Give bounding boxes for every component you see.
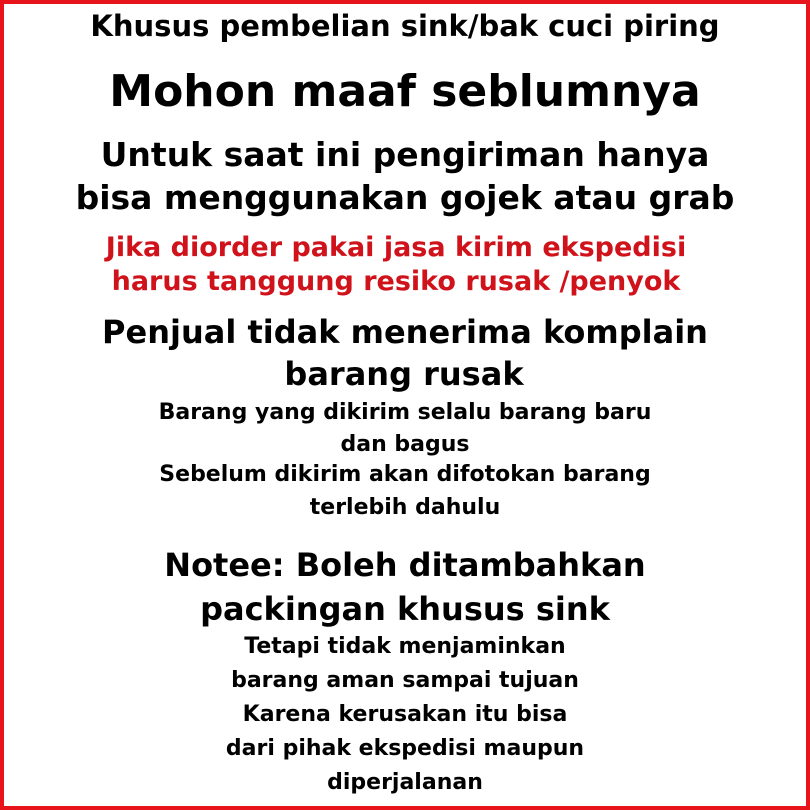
shipping-line-1: Untuk saat ini pengiriman hanya [100, 135, 710, 174]
shipping-line-2: bisa menggunakan gojek atau grab [75, 178, 735, 217]
note-body-line-5: diperjalanan [327, 770, 483, 795]
warning-line-1: Jika diorder pakai jasa kirim ekspedisi [105, 232, 687, 263]
note-body-line-2: barang aman sampai tujuan [231, 668, 579, 693]
note-heading-line-1: Notee: Boleh ditambahkan [164, 546, 646, 584]
guarantee-line-4: terlebih dahulu [309, 495, 501, 520]
guarantee-line-2: dan bagus [340, 432, 470, 457]
warning-line-2: harus tanggung resiko rusak /penyok [111, 266, 681, 297]
note-body-line-3: Karena kerusakan itu bisa [242, 702, 568, 727]
guarantee-line-1: Barang yang dikirim selalu barang baru [158, 400, 652, 425]
note-body-line-1: Tetapi tidak menjaminkan [244, 634, 566, 659]
notice-header: Khusus pembelian sink/bak cuci piring [90, 9, 720, 43]
no-complaint-line-1: Penjual tidak menerima komplain [102, 313, 708, 351]
guarantee-line-3: Sebelum dikirim akan difotokan barang [159, 462, 651, 487]
no-complaint-line-2: barang rusak [284, 355, 524, 393]
note-heading-line-2: packingan khusus sink [200, 590, 610, 628]
apology-title: Mohon maaf seblumnya [109, 66, 701, 117]
note-body-line-4: dari pihak ekspedisi maupun [225, 736, 585, 761]
